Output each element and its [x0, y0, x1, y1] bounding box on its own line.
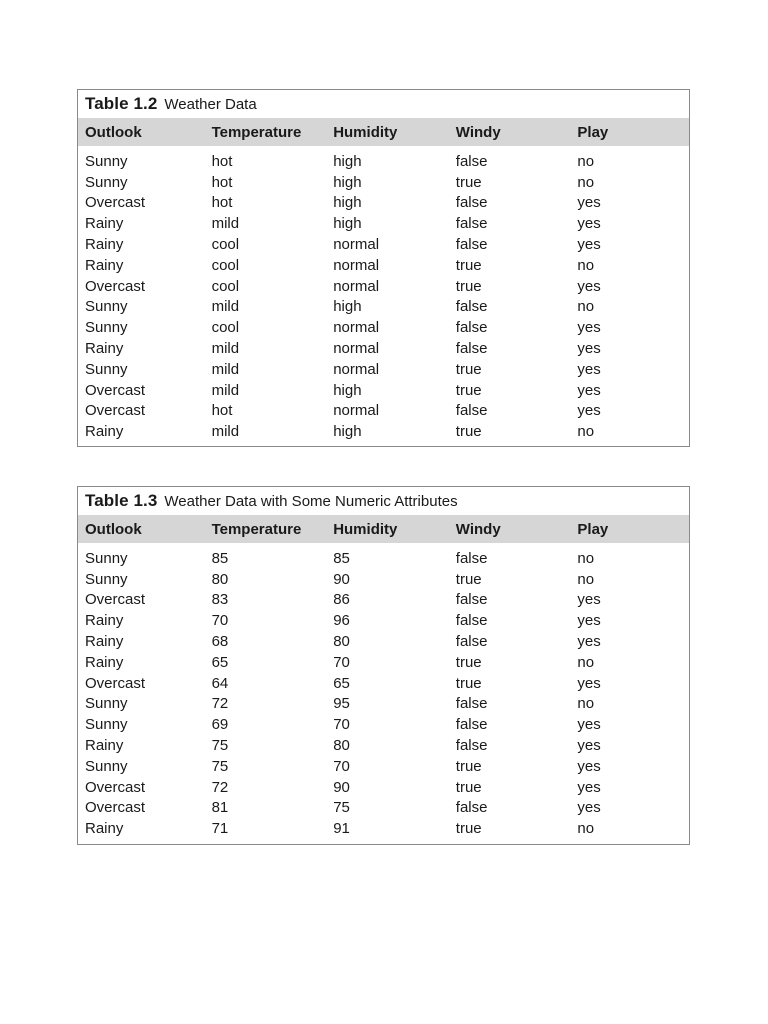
table-row: [78, 631, 689, 652]
cell-outlook: Rainy: [85, 340, 124, 358]
cell-windy: false: [455, 612, 488, 630]
cell-outlook: Sunny: [85, 173, 128, 191]
cell-temperature: cool: [211, 319, 240, 337]
cell-humidity: 70: [333, 716, 350, 734]
cell-humidity: 95: [333, 695, 350, 713]
table-row: [78, 297, 689, 318]
cell-temperature: cool: [211, 236, 240, 254]
column-header-temperature: Temperature: [211, 520, 302, 538]
cell-temperature: mild: [211, 423, 240, 441]
cell-outlook: Sunny: [85, 319, 128, 337]
cell-windy: true: [455, 173, 482, 191]
cell-humidity: 75: [333, 799, 350, 817]
cell-temperature: mild: [211, 215, 240, 233]
cell-play: yes: [577, 757, 601, 775]
table-row: [78, 213, 689, 234]
cell-outlook: Sunny: [85, 570, 128, 588]
table-title: Weather Data: [164, 95, 257, 113]
column-header-play: Play: [577, 123, 609, 141]
table-row: [78, 756, 689, 777]
table-row: [78, 234, 689, 255]
cell-windy: false: [455, 799, 488, 817]
cell-outlook: Overcast: [85, 674, 146, 692]
cell-play: yes: [577, 737, 601, 755]
table-header-row: [78, 515, 689, 543]
cell-humidity: high: [333, 152, 362, 170]
cell-windy: false: [455, 298, 488, 316]
cell-windy: true: [455, 653, 482, 671]
cell-windy: false: [455, 737, 488, 755]
cell-windy: false: [455, 633, 488, 651]
cell-temperature: hot: [211, 402, 233, 420]
table-body: [78, 543, 689, 839]
cell-temperature: 72: [211, 695, 229, 713]
cell-temperature: mild: [211, 381, 240, 399]
cell-outlook: Sunny: [85, 152, 128, 170]
table-header-row: [78, 118, 689, 146]
cell-play: yes: [577, 612, 601, 630]
cell-temperature: 70: [211, 612, 229, 630]
cell-outlook: Rainy: [85, 612, 124, 630]
cell-humidity: 90: [333, 778, 350, 796]
table-row: [78, 151, 689, 172]
cell-humidity: high: [333, 173, 362, 191]
cell-outlook: Sunny: [85, 549, 128, 567]
cell-outlook: Sunny: [85, 360, 128, 378]
table-row: [78, 590, 689, 611]
column-header-temperature: Temperature: [211, 123, 302, 141]
cell-outlook: Rainy: [85, 423, 124, 441]
column-header-humidity: Humidity: [333, 520, 398, 538]
cell-temperature: 75: [211, 737, 229, 755]
cell-play: yes: [577, 277, 601, 295]
table-row: [78, 694, 689, 715]
cell-temperature: hot: [211, 194, 233, 212]
table-row: [78, 714, 689, 735]
cell-windy: false: [455, 695, 488, 713]
cell-play: no: [577, 695, 595, 713]
cell-play: no: [577, 423, 595, 441]
cell-outlook: Rainy: [85, 236, 124, 254]
cell-temperature: hot: [211, 173, 233, 191]
cell-windy: true: [455, 820, 482, 838]
table-caption: [78, 90, 689, 118]
cell-outlook: Overcast: [85, 277, 146, 295]
table-body: [78, 146, 689, 442]
cell-play: yes: [577, 799, 601, 817]
table-row: [78, 610, 689, 631]
cell-windy: false: [455, 152, 488, 170]
cell-outlook: Overcast: [85, 381, 146, 399]
cell-temperature: mild: [211, 298, 240, 316]
cell-play: no: [577, 653, 595, 671]
cell-play: no: [577, 256, 595, 274]
column-header-outlook: Outlook: [85, 123, 142, 141]
cell-humidity: normal: [333, 256, 380, 274]
table-number: Table 1.3: [85, 491, 158, 510]
cell-play: no: [577, 152, 595, 170]
table-row: [78, 276, 689, 297]
cell-outlook: Sunny: [85, 757, 128, 775]
cell-humidity: high: [333, 194, 362, 212]
table-row: [78, 338, 689, 359]
cell-play: no: [577, 549, 595, 567]
cell-humidity: normal: [333, 402, 380, 420]
cell-humidity: normal: [333, 360, 380, 378]
weather-data-table: [77, 89, 690, 447]
cell-windy: false: [455, 215, 488, 233]
cell-humidity: high: [333, 381, 362, 399]
cell-humidity: normal: [333, 277, 380, 295]
table-row: [78, 380, 689, 401]
cell-temperature: 80: [211, 570, 229, 588]
column-header-play: Play: [577, 520, 609, 538]
table-row: [78, 673, 689, 694]
cell-humidity: high: [333, 423, 362, 441]
column-header-outlook: Outlook: [85, 520, 142, 538]
cell-play: yes: [577, 402, 601, 420]
cell-windy: false: [455, 402, 488, 420]
cell-play: yes: [577, 381, 601, 399]
cell-temperature: mild: [211, 340, 240, 358]
table-row: [78, 317, 689, 338]
table-row: [78, 172, 689, 193]
cell-play: yes: [577, 591, 601, 609]
cell-outlook: Rainy: [85, 633, 124, 651]
cell-windy: true: [455, 381, 482, 399]
cell-temperature: 68: [211, 633, 229, 651]
cell-windy: true: [455, 423, 482, 441]
cell-temperature: 69: [211, 716, 229, 734]
cell-humidity: 96: [333, 612, 350, 630]
cell-temperature: 85: [211, 549, 229, 567]
cell-windy: true: [455, 778, 482, 796]
table-row: [78, 359, 689, 380]
cell-outlook: Sunny: [85, 716, 128, 734]
cell-outlook: Overcast: [85, 402, 146, 420]
table-row: [78, 421, 689, 442]
cell-windy: false: [455, 591, 488, 609]
cell-outlook: Overcast: [85, 194, 146, 212]
cell-outlook: Overcast: [85, 778, 146, 796]
cell-outlook: Rainy: [85, 215, 124, 233]
table-title: Weather Data with Some Numeric Attributes: [164, 492, 458, 510]
cell-windy: true: [455, 277, 482, 295]
table-row: [78, 777, 689, 798]
cell-humidity: 65: [333, 674, 350, 692]
cell-humidity: high: [333, 298, 362, 316]
table-row: [78, 193, 689, 214]
column-header-windy: Windy: [455, 520, 501, 538]
cell-humidity: 80: [333, 633, 350, 651]
cell-play: yes: [577, 236, 601, 254]
cell-humidity: 80: [333, 737, 350, 755]
cell-temperature: cool: [211, 256, 240, 274]
cell-humidity: normal: [333, 340, 380, 358]
cell-play: yes: [577, 319, 601, 337]
cell-outlook: Overcast: [85, 591, 146, 609]
table-row: [78, 798, 689, 819]
cell-temperature: 71: [211, 820, 229, 838]
table-row: [78, 652, 689, 673]
cell-humidity: 86: [333, 591, 350, 609]
cell-humidity: 70: [333, 653, 350, 671]
cell-temperature: 65: [211, 653, 229, 671]
cell-play: yes: [577, 215, 601, 233]
cell-play: yes: [577, 340, 601, 358]
cell-windy: false: [455, 236, 488, 254]
table-caption: [78, 487, 689, 515]
cell-play: no: [577, 173, 595, 191]
cell-humidity: 70: [333, 757, 350, 775]
cell-outlook: Overcast: [85, 799, 146, 817]
cell-windy: true: [455, 757, 482, 775]
cell-outlook: Rainy: [85, 820, 124, 838]
cell-windy: true: [455, 360, 482, 378]
table-row: [78, 255, 689, 276]
cell-temperature: 64: [211, 674, 229, 692]
cell-play: no: [577, 570, 595, 588]
cell-play: yes: [577, 716, 601, 734]
cell-humidity: high: [333, 215, 362, 233]
table-row: [78, 401, 689, 422]
cell-windy: true: [455, 674, 482, 692]
cell-play: yes: [577, 360, 601, 378]
cell-temperature: mild: [211, 360, 240, 378]
cell-play: yes: [577, 633, 601, 651]
table-row: [78, 818, 689, 839]
cell-outlook: Sunny: [85, 695, 128, 713]
cell-windy: true: [455, 256, 482, 274]
cell-windy: false: [455, 194, 488, 212]
cell-play: no: [577, 298, 595, 316]
cell-play: yes: [577, 674, 601, 692]
cell-temperature: 81: [211, 799, 229, 817]
cell-outlook: Sunny: [85, 298, 128, 316]
cell-outlook: Rainy: [85, 256, 124, 274]
cell-humidity: normal: [333, 236, 380, 254]
cell-temperature: hot: [211, 152, 233, 170]
cell-temperature: 75: [211, 757, 229, 775]
table-number: Table 1.2: [85, 94, 158, 113]
cell-humidity: normal: [333, 319, 380, 337]
table-row: [78, 569, 689, 590]
cell-temperature: 83: [211, 591, 229, 609]
column-header-windy: Windy: [455, 123, 501, 141]
cell-outlook: Rainy: [85, 737, 124, 755]
cell-humidity: 85: [333, 549, 350, 567]
cell-play: yes: [577, 194, 601, 212]
cell-windy: false: [455, 340, 488, 358]
cell-play: yes: [577, 778, 601, 796]
cell-windy: true: [455, 570, 482, 588]
cell-windy: false: [455, 716, 488, 734]
cell-windy: false: [455, 549, 488, 567]
cell-play: no: [577, 820, 595, 838]
weather-numeric-data-table: [77, 486, 690, 845]
column-header-humidity: Humidity: [333, 123, 398, 141]
cell-humidity: 91: [333, 820, 350, 838]
cell-temperature: 72: [211, 778, 229, 796]
table-row: [78, 548, 689, 569]
cell-outlook: Rainy: [85, 653, 124, 671]
table-row: [78, 735, 689, 756]
cell-windy: false: [455, 319, 488, 337]
cell-humidity: 90: [333, 570, 350, 588]
cell-temperature: cool: [211, 277, 240, 295]
